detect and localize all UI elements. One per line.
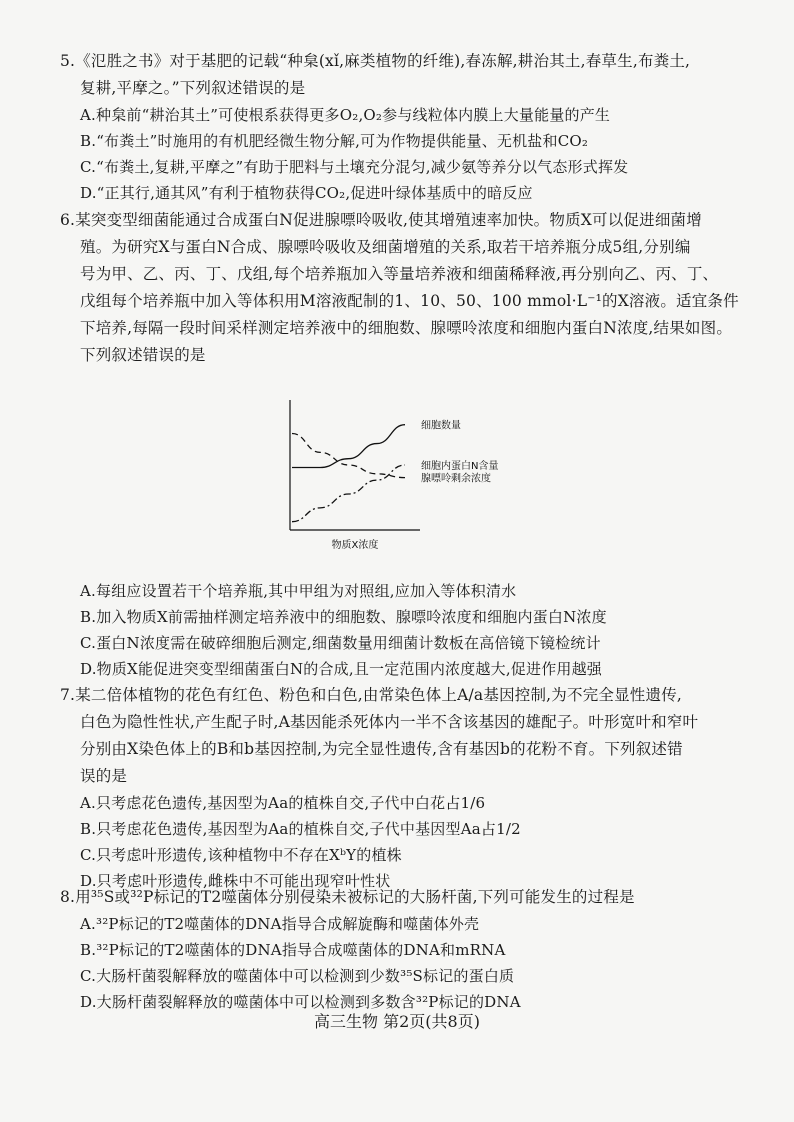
line-chart [270,390,550,560]
question-7-stem: 7.某二倍体植物的花色有红色、粉色和白色,由常染色体上A/a基因控制,为不完全显性遗传, [60,686,683,704]
series-label-2: 细胞内蛋白N含量 [421,461,499,472]
question-6-stem-5: 下培养,每隔一段时间采样测定培养液中的细胞数、腺嘌呤浓度和细胞内蛋白N浓度,结果如图。 [80,319,733,337]
question-6-stem-6: 下列叙述错误的是 [80,346,206,364]
question-8-stem: 8.用³⁵S或³²P标记的T2噬菌体分别侵染未被标记的大肠杆菌,下列可能发生的过程是 [60,888,635,906]
series-label-1: 细胞数量 [421,420,461,432]
question-8 [60,884,760,1015]
question-6-stem-2: 殖。为研究X与蛋白N合成、腺嘌呤吸收及细菌增殖的关系,取若干培养瓶分成5组,分别编 [80,238,691,256]
question-6-options [60,578,760,682]
question-7-stem-2: 白色为隐性性状,产生配子时,A基因能杀死体内一半不含该基因的雄配子。叶形宽叶和窄叶 [80,713,699,731]
question-8-option-d: D.大肠杆菌裂解释放的噬菌体中可以检测到多数含³²P标记的DNA [80,993,521,1011]
question-7-option-c: C.只考虑叶形遗传,该种植物中不存在XᵇY的植株 [80,846,402,864]
question-5 [60,48,760,206]
series-label-3: 腺嘌呤剩余浓度 [421,473,491,485]
question-7-option-b: B.只考虑花色遗传,基因型为Aa的植株自交,子代中基因型Aa占1/2 [80,820,521,838]
question-7 [60,682,760,894]
question-5-option-c: C.“布粪土,复耕,平摩之”有助于肥料与土壤充分混匀,减少氨等养分以气态形式挥发 [80,158,629,176]
question-8-option-a: A.³²P标记的T2噬菌体的DNA指导合成解旋酶和噬菌体外壳 [80,915,480,933]
line-chart-svg [270,390,550,560]
question-6-stem-4: 戊组每个培养瓶中加入等体积用M溶液配制的1、10、50、100 mmol·L⁻¹的X溶液。适宜条件 [80,292,739,310]
page-footer: 高三生物 第2页(共8页) [314,1012,480,1031]
question-6-option-d: D.物质X能促进突变型细菌蛋白N的合成,且一定范围内浓度越大,促进作用越强 [80,660,603,678]
question-7-option-a: A.只考虑花色遗传,基因型为Aa的植株自交,子代中白花占1/6 [80,794,486,812]
question-5-option-a: A.种枲前“耕治其土”可使根系获得更多O₂,O₂参与线粒体内膜上大量能量的产生 [80,106,611,124]
series-line-3 [292,434,405,478]
question-5-option-b: B.“布粪土”时施用的有机肥经微生物分解,可为作物提供能量、无机盐和CO₂ [80,132,589,150]
question-6-option-b: B.加入物质X前需抽样测定培养液中的细胞数、腺嘌呤浓度和细胞内蛋白N浓度 [80,608,607,626]
question-6-option-a: A.每组应设置若干个培养瓶,其中甲组为对照组,应加入等体积清水 [80,582,517,600]
question-8-option-b: B.³²P标记的T2噬菌体的DNA指导合成噬菌体的DNA和mRNA [80,941,506,959]
series-line-2 [292,465,405,522]
question-6 [60,207,760,369]
question-6-option-c: C.蛋白N浓度需在破碎细胞后测定,细菌数量用细菌计数板在高倍镜下镜检统计 [80,634,601,652]
question-6-stem: 6.某突变型细菌能通过合成蛋白N促进腺嘌呤吸收,使其增殖速率加快。物质X可以促进细菌增 [60,211,702,229]
question-6-stem-3: 号为甲、乙、丙、丁、戊组,每个培养瓶加入等量培养液和细菌稀释液,再分别向乙、丙、丁、 [80,265,719,283]
question-5-stem: 5.《氾胜之书》对于基肥的记载“种枲(xǐ,麻类植物的纤维),春冻解,耕治其土,春草生,布粪土, [60,52,691,70]
question-8-option-c: C.大肠杆菌裂解释放的噬菌体中可以检测到少数³⁵S标记的蛋白质 [80,967,515,985]
x-axis-label: 物质X浓度 [331,540,379,551]
question-7-stem-3: 分别由X染色体上的B和b基因控制,为完全显性遗传,含有基因b的花粉不育。下列叙述错 [80,740,683,758]
question-7-option-d: D.只考虑叶形遗传,雌株中不可能出现窄叶性状 [80,872,391,890]
question-5-option-d: D.“正其行,通其风”有利于植物获得CO₂,促进叶绿体基质中的暗反应 [80,184,533,202]
question-5-stem-cont: 复耕,平摩之。”下列叙述错误的是 [80,79,306,97]
question-7-stem-4: 误的是 [80,767,128,785]
